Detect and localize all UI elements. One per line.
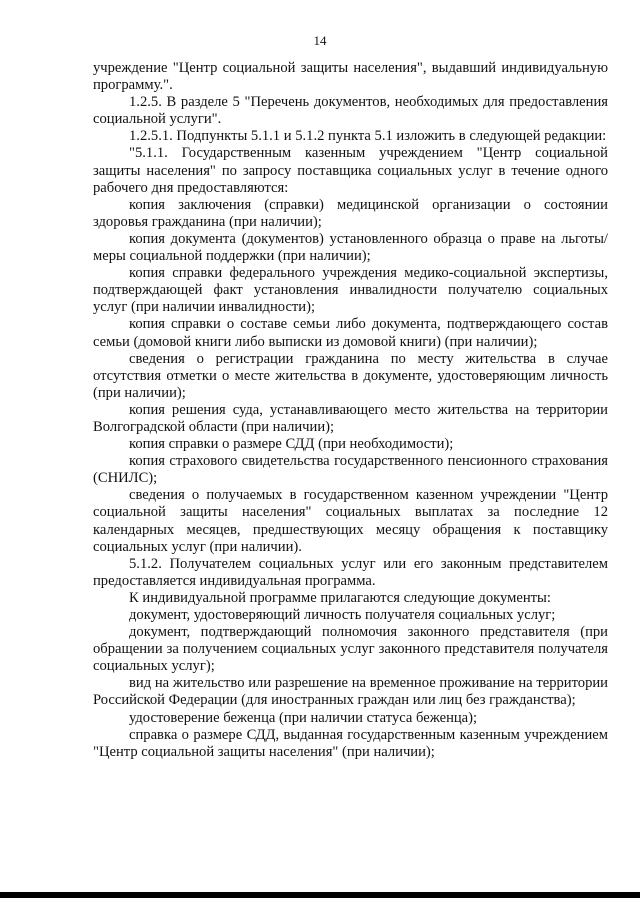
paragraph: сведения о регистрации гражданина по месту жительства в случае отсутствия отметки о месте жительства в документе, удостоверяющим личность (при наличии);: [93, 350, 608, 401]
scan-bottom-border: [0, 892, 640, 898]
paragraph: копия справки о размере СДД (при необходимости);: [129, 436, 454, 453]
paragraph: документ, удостоверяющий личность получателя социальных услуг;: [129, 607, 556, 623]
paragraph: документ, подтверждающий полномочия законного представителя (при обращении за получением социальных услуг законного представителя получателя социальных услуг);: [93, 624, 608, 675]
paragraph: 1.2.5. В разделе 5 "Перечень документов, необходимых для предоставления социальной услуги".: [93, 94, 608, 128]
paragraph: копия справки федерального учреждения медико-социальной экспертизы, подтверждающей факт установления инвалидности получателю социальных услуг (при наличии инвалидности);: [93, 265, 608, 316]
paragraph: 5.1.2. Получателем социальных услуг или его законным представителем предоставляется индивидуальная программа.: [93, 555, 608, 589]
paragraph: 1.2.5.1. Подпункты 5.1.1 и 5.1.2 пункта 5.1 изложить в следующей редакции:: [129, 128, 607, 145]
page-number: 14: [313, 33, 327, 48]
paragraph: справка о размере СДД, выданная государственным казенным учреждением "Центр социальной защиты населения" (при наличии);: [93, 726, 608, 760]
document-body: [93, 60, 608, 761]
paragraph: копия заключения (справки) медицинской организации о состоянии здоровья гражданина (при наличии);: [93, 196, 608, 230]
paragraph: копия решения суда, устанавливающего место жительства на территории Волгоградской области (при наличии);: [93, 401, 608, 435]
paragraph: копия документа (документов) установленного образца о праве на льготы/меры социальной поддержки (при наличии);: [93, 230, 608, 265]
paragraph: учреждение "Центр социальной защиты населения", выдавший индивидуальную программу.".: [93, 60, 608, 94]
paragraph: "5.1.1. Государственным казенным учреждением "Центр социальной защиты населения" по запросу поставщика социальных услуг в течение одного рабочего дня предоставляются:: [93, 145, 608, 196]
paragraph: сведения о получаемых в государственном казенном учреждении "Центр социальной защиты населения" социальных выплатах за последние 12 календарных месяцев, предшествующих месяцу обращения к поставщику социальных услуг (при наличии).: [93, 487, 608, 555]
paragraph: копия страхового свидетельства государственного пенсионного страхования (СНИЛС);: [93, 453, 608, 487]
paragraph: К индивидуальной программе прилагаются следующие документы:: [129, 589, 551, 606]
paragraph: удостоверение беженца (при наличии статуса беженца);: [129, 709, 478, 726]
paragraph: вид на жительство или разрешение на временное проживание на территории Российской Федерации (для иностранных граждан или лиц без гражданства);: [93, 675, 608, 709]
paragraph: копия справки о составе семьи либо документа, подтверждающего состав семьи (домовой книги либо выписки из домовой книги) (при наличии);: [93, 316, 608, 350]
